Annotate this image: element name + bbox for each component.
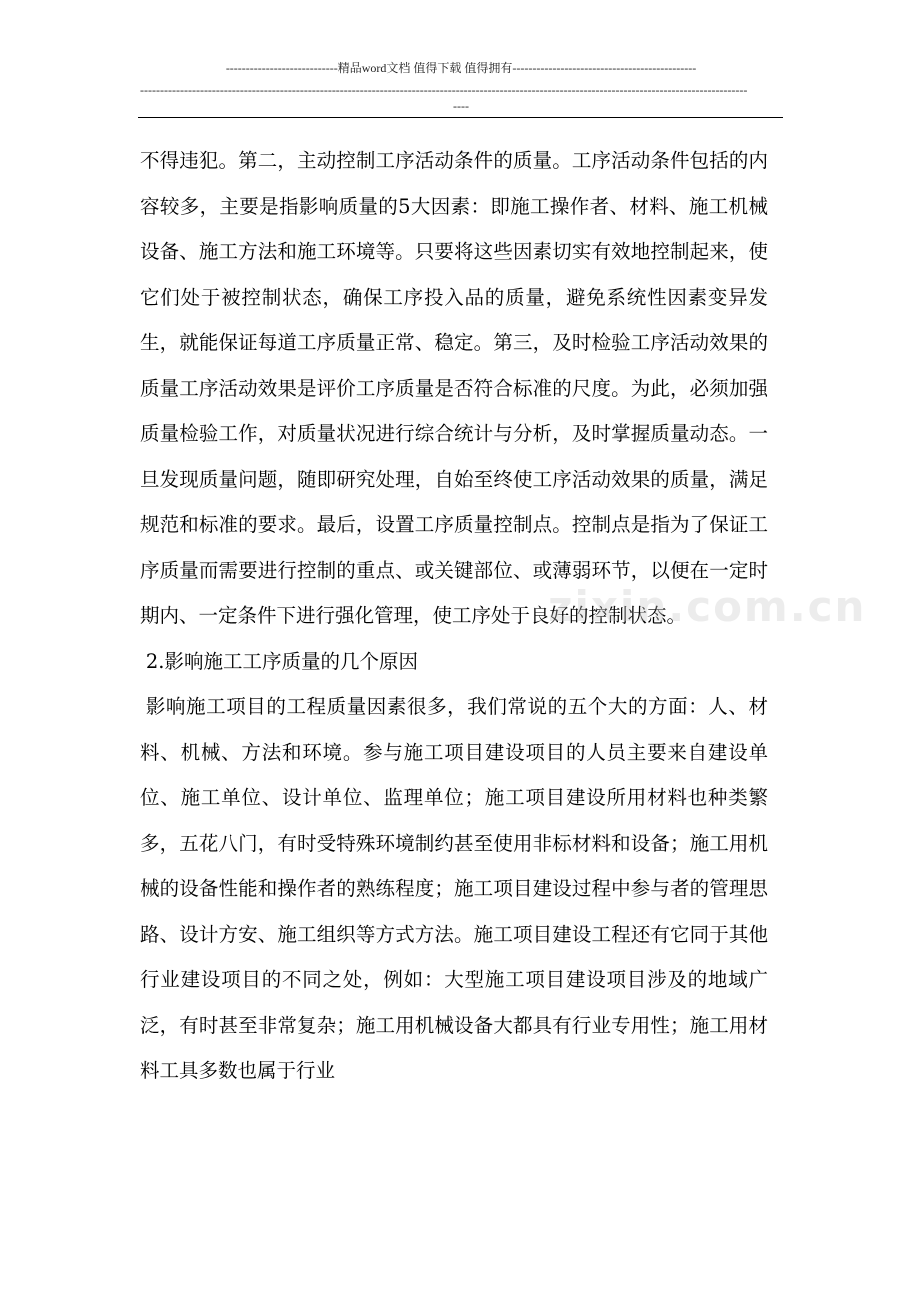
section-heading: 2.影响施工工序质量的几个原因: [145, 649, 418, 673]
watermark: zixin.com.cn: [548, 582, 867, 631]
header-dash-tail: ----: [453, 99, 469, 113]
page-header: [140, 60, 782, 114]
header-divider: [138, 117, 783, 118]
document-body: [140, 138, 768, 1094]
header-dash-line: --------------------------------------------------------------------------------------------------------------------------------------------------------: [140, 83, 748, 97]
paragraph-factors: 影响施工项目的工程质量因素很多，我们常说的五个大的方面：人、材料、机械、方法和环境。参与施工项目建设项目的人员主要来自建设单位、施工单位、设计单位、监理单位；施工项目建设所用材料也种类繁多，五花八门，有时受特殊环境制约甚至使用非标材料和设备；施工用机械的设备性能和操作者的熟练程度；施工项目建设过程中参与者的管理思路、设计方安、施工组织等方式方法。施工项目建设工程还有它同于其他行业建设项目的不同之处，例如：大型施工项目建设项目涉及的地域广泛，有时甚至非常复杂；施工用机械设备大都具有行业专用性；施工用材料工具多数也属于行业: [140, 695, 768, 1082]
paragraph-quality-control: 不得违犯。第二，主动控制工序活动条件的质量。工序活动条件包括的内容较多，主要是指影响质量的5大因素：即施工操作者、材料、施工机械设备、施工方法和施工环境等。只要将这些因素切实有效地控制起来，使它们处于被控制状态，确保工序投入品的质量，避免系统性因素变异发生，就能保证每道工序质量正常、稳定。第三，及时检验工序活动效果的质量工序活动效果是评价工序质量是否符合标准的尺度。为此，必须加强质量检验工作，对质量状况进行综合统计与分析，及时掌握质量动态。一旦发现质量问题，随即研究处理，自始至终使工序活动效果的质量，满足规范和标准的要求。最后，设置工序质量控制点。控制点是指为了保证工序质量而需要进行控制的重点、或关键部位、或薄弱环节，以便在一定时期内、一定条件下进行强化管理，使工序处于良好的控制状态。: [140, 149, 768, 627]
header-banner: ----------------------------精品word文档 值得下载 值得拥有----------------------------------------------: [225, 61, 697, 75]
